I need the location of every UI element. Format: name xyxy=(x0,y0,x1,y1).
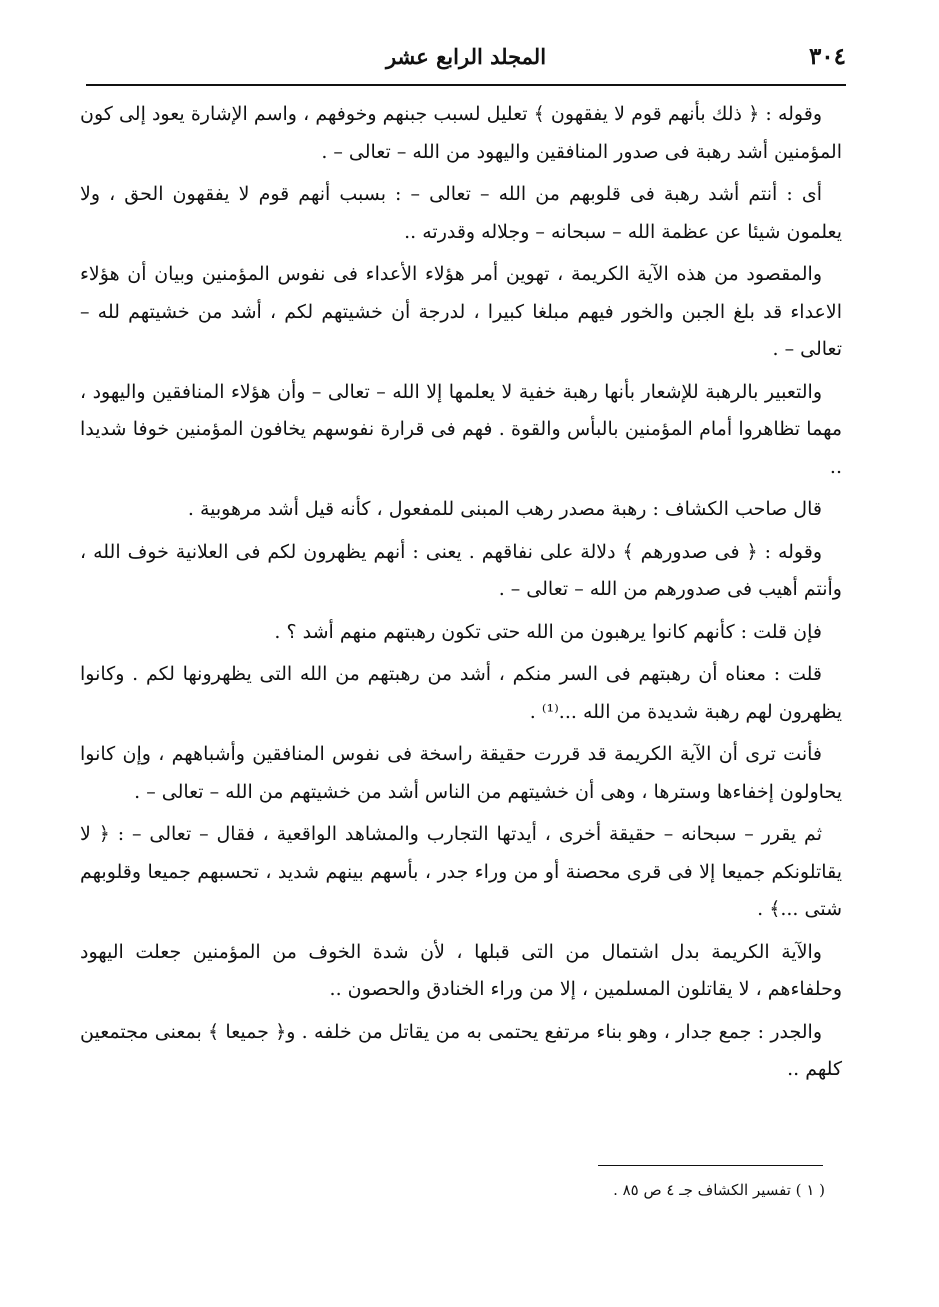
paragraph-2: أى : أنتم أشد رهبة فى قلوبهم من الله – تعالى – : بسبب أنهم قوم لا يفقهون الحق ، ولا يعلمون شيئا عن عظمة الله – سبحانه – وجلاله وقدرته .. xyxy=(80,183,842,243)
paragraph-6: وقوله : ﴿ فى صدورهم ﴾ دلالة على نفاقهم . يعنى : أنهم يظهرون لكم فى العلانية خوف الله ، وأنتم أهيب فى صدورهم من الله – تعالى – . xyxy=(80,540,842,600)
paragraph-7: فإن قلت : كأنهم كانوا يرهبون من الله حتى تكون رهبتهم منهم أشد ؟ . xyxy=(274,620,822,643)
paragraph-1: وقوله : ﴿ ذلك بأنهم قوم لا يفقهون ﴾ تعليل لسبب جبنهم وخوفهم ، واسم الإشارة يعود إلى كون المؤمنين أشد رهبة فى صدور المنافقين واليهود من الله – تعالى – . xyxy=(80,103,842,163)
footnote-divider xyxy=(598,1165,823,1166)
paragraph-10: ثم يقرر – سبحانه – حقيقة أخرى ، أيدتها التجارب والمشاهد الواقعية ، فقال – تعالى – : ﴿ لا يقاتلونكم جميعا إلا فى قرى محصنة أو من وراء جدر ، بأسهم بينهم شديد ، تحسبهم جميعا وقلوبهم شتى ...﴾ . xyxy=(80,823,842,920)
paragraph-9: فأنت ترى أن الآية الكريمة قد قررت حقيقة راسخة فى نفوس المنافقين وأشباههم ، وإن كانوا يحاولون إخفاءها وسترها ، وهى أن خشيتهم من الناس أشد من خشيتهم من الله – تعالى – . xyxy=(80,743,842,803)
volume-title: المجلد الرابع عشر xyxy=(385,44,547,69)
page-header xyxy=(86,38,846,84)
header-divider xyxy=(86,84,846,86)
paragraph-4: والتعبير بالرهبة للإشعار بأنها رهبة خفية لا يعلمها إلا الله – تعالى – وأن هؤلاء المنافقين واليهود ، مهما تظاهروا أمام المؤمنين بالبأس والقوة . فهم فى قرارة نفوسهم يخافون المؤمنين خوفا شديدا .. xyxy=(80,380,842,478)
paragraph-5: قال صاحب الكشاف : رهبة مصدر رهب المبنى للمفعول ، كأنه قيل أشد مرهوبية . xyxy=(187,498,822,520)
body-text xyxy=(80,96,842,1094)
paragraph-8: قلت : معناه أن رهبتهم فى السر منكم ، أشد من رهبتهم من الله التى يظهرونها لكم . وكانوا يظهرون لهم رهبة شديدة من الله ...⁽¹⁾ . xyxy=(80,663,842,723)
page-number: ٣٠٤ xyxy=(808,43,846,70)
footnote: ( ١ ) تفسير الكشاف جـ ٤ ص ٨٥ . xyxy=(613,1181,825,1199)
paragraph-3: والمقصود من هذه الآية الكريمة ، تهوين أمر هؤلاء الأعداء فى نفوس المؤمنين وبيان أن هؤلاء الاعداء قد بلغ الجبن والخور فيهم مبلغا كبيرا ، لدرجة أن خشيتهم لكم ، أشد من خشيتهم لله – تعالى – . xyxy=(80,263,842,360)
paragraph-11: والآية الكريمة بدل اشتمال من التى قبلها ، لأن شدة الخوف من المؤمنين جعلت اليهود وحلفاءهم ، لا يقاتلون المسلمين ، إلا من وراء الخنادق والحصون .. xyxy=(80,940,842,1000)
paragraph-12: والجدر : جمع جدار ، وهو بناء مرتفع يحتمى به من يقاتل من خلفه . و﴿ جميعا ﴾ بمعنى مجتمعين كلهم .. xyxy=(80,1020,842,1080)
